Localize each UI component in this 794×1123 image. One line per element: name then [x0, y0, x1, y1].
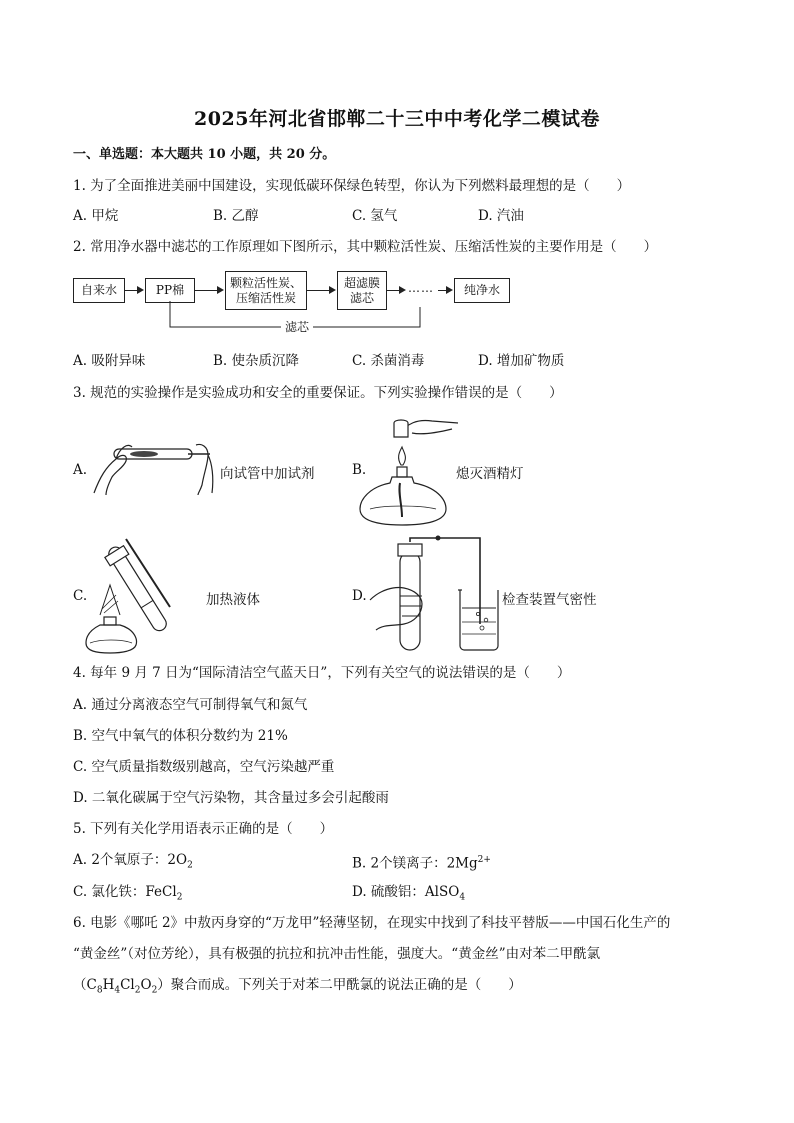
q5-option-d-subscript: 4	[459, 892, 466, 903]
q6-formula-h: H	[102, 977, 115, 993]
q2-option-c[interactable]: C. 杀菌消毒	[352, 353, 425, 369]
q3-option-b-caption: 熄灭酒精灯	[456, 466, 524, 482]
diagram-box-tap-water: 自来水	[73, 278, 125, 303]
diagram-arrow-2	[194, 290, 218, 291]
test-tube-adding-reagent-illustration	[92, 433, 217, 495]
q4-option-d[interactable]: D. 二氧化碳属于空气污染物，其含量过多会引起酸雨	[73, 790, 389, 806]
q4-option-a[interactable]: A. 通过分离液态空气可制得氧气和氮气	[73, 697, 308, 713]
diagram-box-pure-water: 纯净水	[454, 278, 510, 303]
diagram-box-activated-carbon-line1: 颗粒活性炭、	[229, 275, 302, 290]
q2-option-b[interactable]: B. 使杂质沉降	[213, 353, 300, 369]
q5-option-c[interactable]	[73, 883, 182, 907]
q6-formula-o: O	[140, 977, 152, 993]
q6-formula-sub-h: 4	[114, 985, 121, 996]
q3-option-a-label[interactable]: A.	[73, 462, 88, 478]
q3-option-b-label[interactable]: B.	[352, 462, 367, 478]
q3-option-c-label[interactable]: C.	[73, 588, 88, 604]
q2-option-d[interactable]: D. 增加矿物质	[478, 353, 565, 369]
check-airtightness-illustration	[370, 534, 500, 656]
q6-stem-end: ）聚合而成。下列关于对苯二甲酰氯的说法正确的是（ ）	[157, 977, 522, 993]
question-6-line-1: 6. 电影《哪吒 2》中敖丙身穿的“万龙甲”轻薄坚韧，在现实中找到了科技平替版——中国石化生产的	[73, 915, 671, 931]
diagram-arrowhead-4	[399, 286, 406, 294]
diagram-arrowhead-3	[329, 286, 336, 294]
q5-option-a-text: A. 2个氧原子：2O	[73, 852, 188, 868]
question-1-stem: 1. 为了全面推进美丽中国建设，实现低碳环保绿色转型，你认为下列燃料最理想的是（ ）	[73, 178, 631, 194]
question-5-stem: 5. 下列有关化学用语表示正确的是（ ）	[73, 821, 334, 837]
heating-liquid-illustration	[86, 533, 196, 655]
question-2-stem: 2. 常用净水器中滤芯的工作原理如下图所示，其中颗粒活性炭、压缩活性炭的主要作用是（ ）	[73, 239, 658, 255]
diagram-arrowhead-5	[446, 286, 453, 294]
q6-formula-sub-c: 8	[96, 985, 103, 996]
question-6-line-3	[73, 976, 522, 1000]
q3-option-c-caption: 加热液体	[206, 592, 260, 608]
diagram-bracket-label: 滤芯	[281, 318, 313, 335]
q1-option-c[interactable]: C. 氢气	[352, 208, 398, 224]
q1-option-b[interactable]: B. 乙醇	[213, 208, 259, 224]
page-title: 2025年河北省邯郸二十三中中考化学二模试卷	[194, 108, 600, 130]
q1-option-a[interactable]: A. 甲烷	[73, 208, 119, 224]
q5-option-d[interactable]	[352, 883, 465, 907]
extinguish-alcohol-lamp-illustration	[362, 413, 462, 528]
diagram-arrow-3	[306, 290, 330, 291]
question-3-stem: 3. 规范的实验操作是实验成功和安全的重要保证。下列实验操作错误的是（ ）	[73, 385, 563, 401]
question-4-stem: 4. 每年 9 月 7 日为“国际清洁空气蓝天日”，下列有关空气的说法错误的是（ ）	[73, 665, 571, 681]
diagram-arrow-4	[386, 290, 400, 291]
q5-option-c-text: C. 氯化铁：FeCl	[73, 884, 177, 900]
q4-option-c[interactable]: C. 空气质量指数级别越高，空气污染越严重	[73, 759, 335, 775]
q5-option-b-superscript: 2+	[477, 855, 491, 865]
q6-formula-open: （C	[73, 977, 97, 993]
diagram-box-activated-carbon-line2: 压缩活性炭	[235, 290, 296, 305]
q5-option-d-text: D. 硫酸铝：AlSO	[352, 884, 460, 900]
q3-option-d-label[interactable]: D.	[352, 588, 367, 604]
diagram-arrowhead-2	[217, 286, 224, 294]
q6-formula-sub-o: 2	[151, 985, 158, 996]
diagram-box-ultrafiltration-line1: 超滤膜	[343, 275, 380, 290]
q3-option-d-caption: 检查装置气密性	[502, 592, 597, 608]
q1-option-d[interactable]: D. 汽油	[478, 208, 524, 224]
diagram-box-ultrafiltration-line2: 滤芯	[349, 290, 374, 305]
diagram-arrow-1	[124, 290, 138, 291]
question-6-line-2: “黄金丝”（对位芳纶），具有极强的抗拉和抗冲击性能，强度大。“黄金丝”由对苯二甲酰氯	[73, 946, 601, 962]
q6-formula-sub-cl: 2	[134, 985, 141, 996]
q2-option-a[interactable]: A. 吸附异味	[73, 353, 146, 369]
section-heading: 一、单选题：本大题共 10 小题，共 20 分。	[73, 147, 336, 162]
q6-formula-cl: Cl	[120, 977, 135, 993]
q5-option-b[interactable]	[352, 851, 491, 873]
q3-option-a-caption: 向试管中加试剂	[220, 466, 315, 482]
q5-option-a[interactable]	[73, 851, 193, 875]
q4-option-b[interactable]: B. 空气中氧气的体积分数约为 21%	[73, 728, 288, 744]
q5-option-b-text: B. 2个镁离子：2Mg	[352, 855, 478, 872]
diagram-box-pp-cotton: PP棉	[145, 278, 195, 303]
q5-option-c-subscript: 2	[176, 892, 183, 903]
diagram-arrowhead-1	[137, 286, 144, 294]
diagram-ellipsis: ……	[408, 281, 434, 295]
q5-option-a-subscript: 2	[187, 860, 193, 871]
